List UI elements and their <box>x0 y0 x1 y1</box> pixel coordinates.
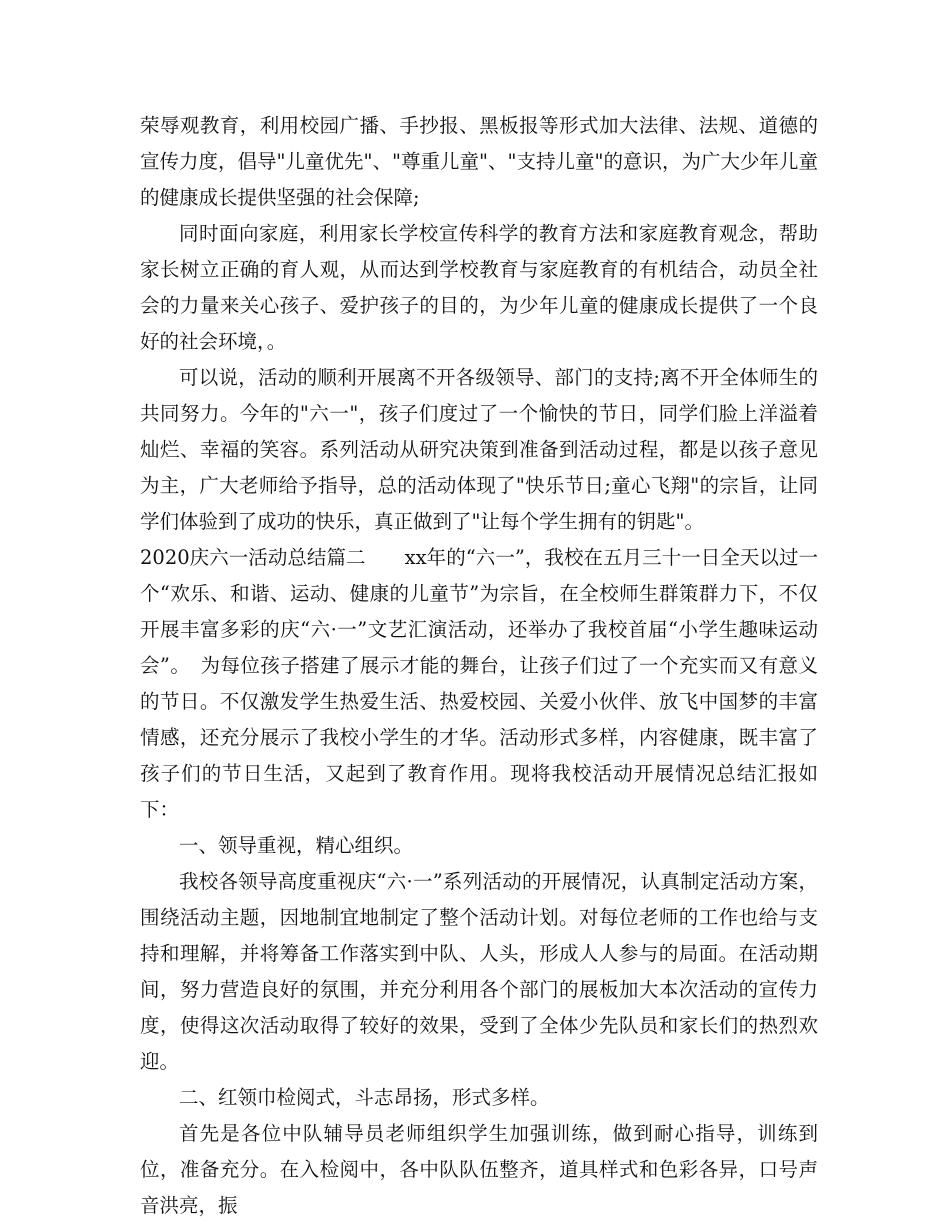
paragraph-summary: 可以说，活动的顺利开展离不开各级领导、部门的支持;离不开全体师生的共同努力。今年的"六一"，孩子们度过了一个愉快的节日，同学们脸上洋溢着灿烂、幸福的笑容。系列活动从研究决策到准备到活动过程，都是以孩子意见为主，广大老师给予指导，总的活动体现了"快乐节日;童心飞翔"的宗旨，让同学们体验到了成功的快乐，真正做到了"让每个学生拥有的钥匙"。 <box>140 366 818 533</box>
heading-review-ceremony: 二、红领巾检阅式，斗志昂扬，形式多样。 <box>179 1086 550 1109</box>
paragraph-family-education: 同时面向家庭，利用家长学校宣传科学的教育方法和家庭教育观念，帮助家长树立正确的育人观，从而达到学校教育与家庭教育的有机结合，动员全社会的力量来关心孩子、爱护孩子的目的，为少年儿童的健康成长提供了一个良好的社会环境，。 <box>140 222 818 353</box>
paragraph-leadership: 我校各领导高度重视庆“六·一”系列活动的开展情况，认真制定活动方案，围绕活动主题，因地制宜地制定了整个活动计划。对每位老师的工作也给与支持和理解，并将筹备工作落实到中队、人头，形成人人参与的局面。在活动期间，努力营造良好的氛围，并充分利用各个部门的展板加大本次活动的宣传力度，使得这次活动取得了较好的效果，受到了全体少先队员和家长们的热烈欢迎。 <box>140 870 818 1073</box>
document-body <box>140 108 818 1224</box>
paragraph-section-two-intro: 2020庆六一活动总结篇二 xx年的“六一”，我校在五月三十一日全天以过一个“欢乐、和谐、运动、健康的儿童节”为宗旨，在全校师生群策群力下，不仅开展丰富多彩的庆“六·一”文艺汇演活动，还举办了我校首届“小学生趣味运动会”。 为每位孩子搭建了展示才能的舞台，让孩子们过了一个充实而又有意义的节日。不仅激发学生热爱生活、热爱校园、关爱小伙伴、放飞中国梦的丰富情感，还充分展示了我校小学生的才华。活动形式多样，内容健康，既丰富了孩子们的节日生活，又起到了教育作用。现将我校活动开展情况总结汇报如下： <box>140 546 818 821</box>
paragraph-review-ceremony: 首先是各位中队辅导员老师组织学生加强训练，做到耐心指导，训练到位，准备充分。在入检阅中，各中队队伍整齐，道具样式和色彩各异，口号声音洪亮，振 <box>140 1122 818 1217</box>
paragraph-continuation: 荣辱观教育，利用校园广播、手抄报、黑板报等形式加大法律、法规、道德的宣传力度，倡导"儿童优先"、"尊重儿童"、"支持儿童"的意识，为广大少年儿童的健康成长提供坚强的社会保障; <box>140 114 818 209</box>
heading-leadership: 一、领导重视，精心组织。 <box>179 834 414 857</box>
